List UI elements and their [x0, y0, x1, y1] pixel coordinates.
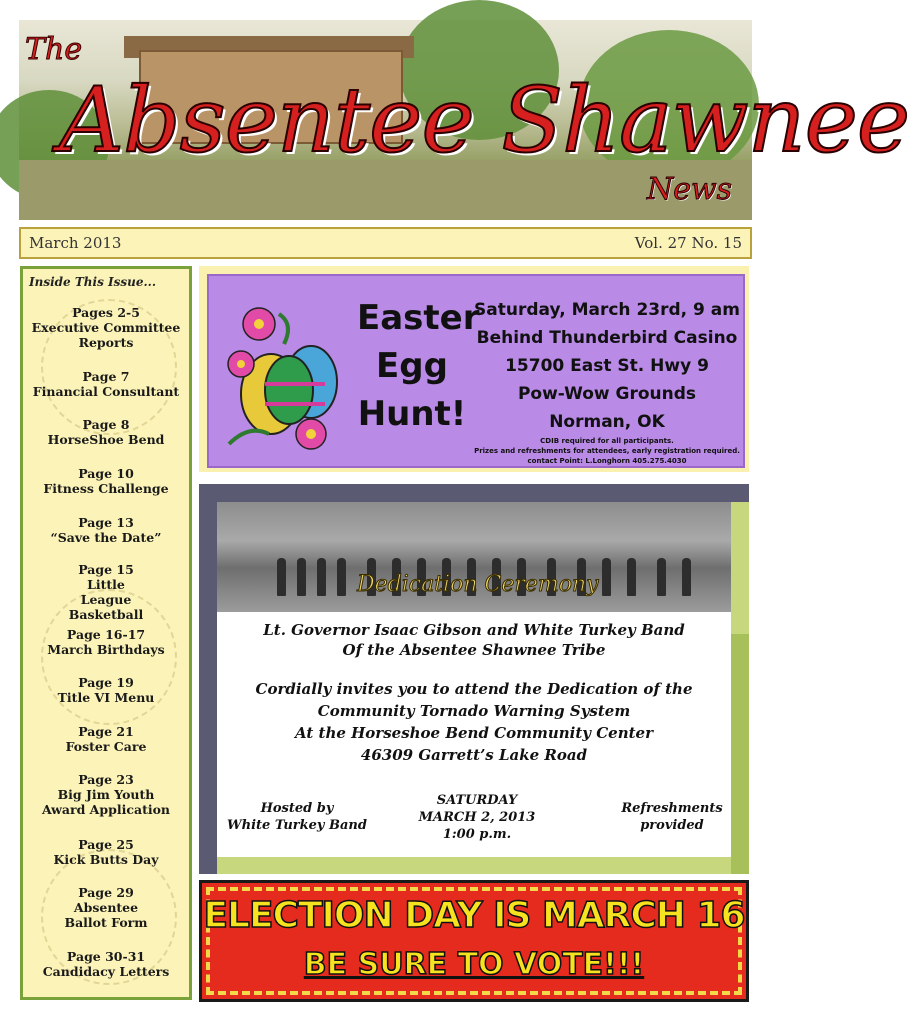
dedication-ceremony-panel	[199, 484, 749, 874]
easter-address: 15700 East St. Hwy 9	[505, 356, 709, 376]
election-headline: ELECTION DAY IS MARCH 16	[203, 895, 745, 936]
dedication-invite-line: Cordially invites you to attend the Dedication of the	[255, 680, 693, 698]
election-subline: BE SURE TO VOTE!!!	[303, 947, 645, 982]
easter-city: Norman, OK	[549, 412, 665, 432]
hosted-label: Hosted by	[260, 801, 334, 816]
issue-volume: Vol. 27 No. 15	[634, 234, 742, 252]
panel-accent	[731, 634, 749, 874]
toc-item[interactable]	[23, 562, 189, 622]
toc-page: Page 30-31	[66, 949, 146, 964]
photo-figure	[627, 558, 636, 596]
dedication-refreshments	[617, 800, 727, 834]
easter-date: Saturday, March 23rd, 9 am	[474, 300, 740, 320]
toc-item[interactable]	[23, 466, 189, 496]
toc-page: Page 29	[78, 885, 134, 900]
toc-title: “Save the Date”	[50, 530, 162, 545]
easter-eggs-flowers-illustration	[219, 294, 349, 454]
easter-egg-hunt-panel	[199, 266, 749, 472]
dedication-date	[407, 792, 547, 843]
easter-contact: contact Point: L.Longhorn 405.275.4030	[527, 457, 687, 465]
easter-location: Behind Thunderbird Casino	[476, 328, 738, 348]
toc-item[interactable]	[23, 724, 189, 754]
dedication-banner: Dedication Ceremony	[357, 572, 599, 597]
toc-title: Big Jim Youth Award Application	[41, 787, 171, 817]
toc-page: Page 8	[82, 417, 130, 432]
panel-shadow	[199, 484, 217, 874]
masthead-news: News	[647, 172, 733, 207]
toc-page: Page 19	[78, 675, 134, 690]
issue-date-bar	[19, 227, 752, 259]
refreshments-note: provided	[640, 818, 704, 833]
photo-figure	[277, 558, 286, 596]
dedication-invite-line: Community Tornado Warning System	[317, 702, 631, 720]
toc-item[interactable]	[23, 369, 189, 399]
toc-page: Page 25	[78, 837, 134, 852]
toc-title: Executive Committee Reports	[31, 320, 181, 350]
toc-title: March Birthdays	[47, 642, 165, 657]
photo-figure	[297, 558, 306, 596]
toc-page: Page 13	[78, 515, 134, 530]
photo-figure	[337, 558, 346, 596]
masthead-the: The	[25, 32, 83, 67]
refreshments-label: Refreshments	[621, 801, 723, 816]
photo-figure	[317, 558, 326, 596]
toc-item[interactable]	[23, 949, 189, 979]
easter-title-line: Egg	[376, 346, 448, 386]
dedication-host-line: Lt. Governor Isaac Gibson and White Turkey Band	[263, 621, 685, 639]
toc-page: Page 7	[82, 369, 130, 384]
date-date: MARCH 2, 2013	[418, 810, 536, 825]
toc-item[interactable]	[23, 515, 189, 545]
sidebar-heading: Inside This Issue...	[29, 275, 157, 289]
toc-title: Financial Consultant	[32, 384, 180, 399]
historic-group-photo	[217, 502, 731, 612]
toc-title: Little League Basketball	[68, 577, 144, 622]
easter-title	[357, 294, 480, 438]
issue-date: March 2013	[29, 234, 122, 252]
masthead	[19, 20, 909, 220]
toc-title: Candidacy Letters	[42, 964, 170, 979]
toc-title: Title VI Menu	[57, 690, 155, 705]
election-day-panel	[199, 880, 749, 1002]
toc-item[interactable]	[23, 885, 189, 930]
dedication-address: 46309 Garrett’s Lake Road	[360, 746, 588, 764]
easter-venue: Pow-Wow Grounds	[517, 384, 697, 404]
easter-details	[473, 296, 741, 466]
toc-page: Page 21	[78, 724, 134, 739]
easter-title-line: Easter	[357, 298, 480, 338]
easter-note: Prizes and refreshments for attendees, early registration required.	[474, 447, 740, 455]
toc-page: Page 16-17	[66, 627, 146, 642]
toc-item[interactable]	[23, 627, 189, 657]
toc-item[interactable]	[23, 417, 189, 447]
dedication-invitation	[217, 502, 731, 857]
panel-shadow	[199, 484, 749, 502]
toc-title: Fitness Challenge	[43, 481, 169, 496]
photo-figure	[602, 558, 611, 596]
date-time: 1:00 p.m.	[442, 827, 512, 842]
photo-figure	[657, 558, 666, 596]
toc-page: Page 10	[78, 466, 134, 481]
toc-title: Foster Care	[65, 739, 147, 754]
dedication-hosted-by	[227, 800, 367, 834]
easter-title-line: Hunt!	[357, 394, 467, 434]
easter-note: CDIB required for all participants.	[540, 437, 674, 445]
toc-page: Pages 2-5	[72, 305, 140, 320]
toc-title: HorseShoe Bend	[47, 432, 165, 447]
toc-item[interactable]	[23, 675, 189, 705]
toc-page: Page 15	[78, 562, 134, 577]
toc-item[interactable]	[23, 305, 189, 350]
toc-title: Kick Butts Day	[53, 852, 159, 867]
photo-figure	[682, 558, 691, 596]
toc-page: Page 23	[78, 772, 134, 787]
toc-title: Absentee Ballot Form	[64, 900, 148, 930]
inside-this-issue-sidebar	[20, 266, 192, 1000]
date-day: SATURDAY	[436, 793, 518, 808]
toc-item[interactable]	[23, 772, 189, 817]
dedication-invite-line: At the Horseshoe Bend Community Center	[295, 724, 653, 742]
easter-panel-inner	[207, 274, 745, 468]
toc-item[interactable]	[23, 837, 189, 867]
hosted-name: White Turkey Band	[227, 818, 367, 833]
dedication-tribe-line: Of the Absentee Shawnee Tribe	[342, 641, 606, 659]
masthead-title: Absentee Shawnee	[59, 68, 909, 173]
